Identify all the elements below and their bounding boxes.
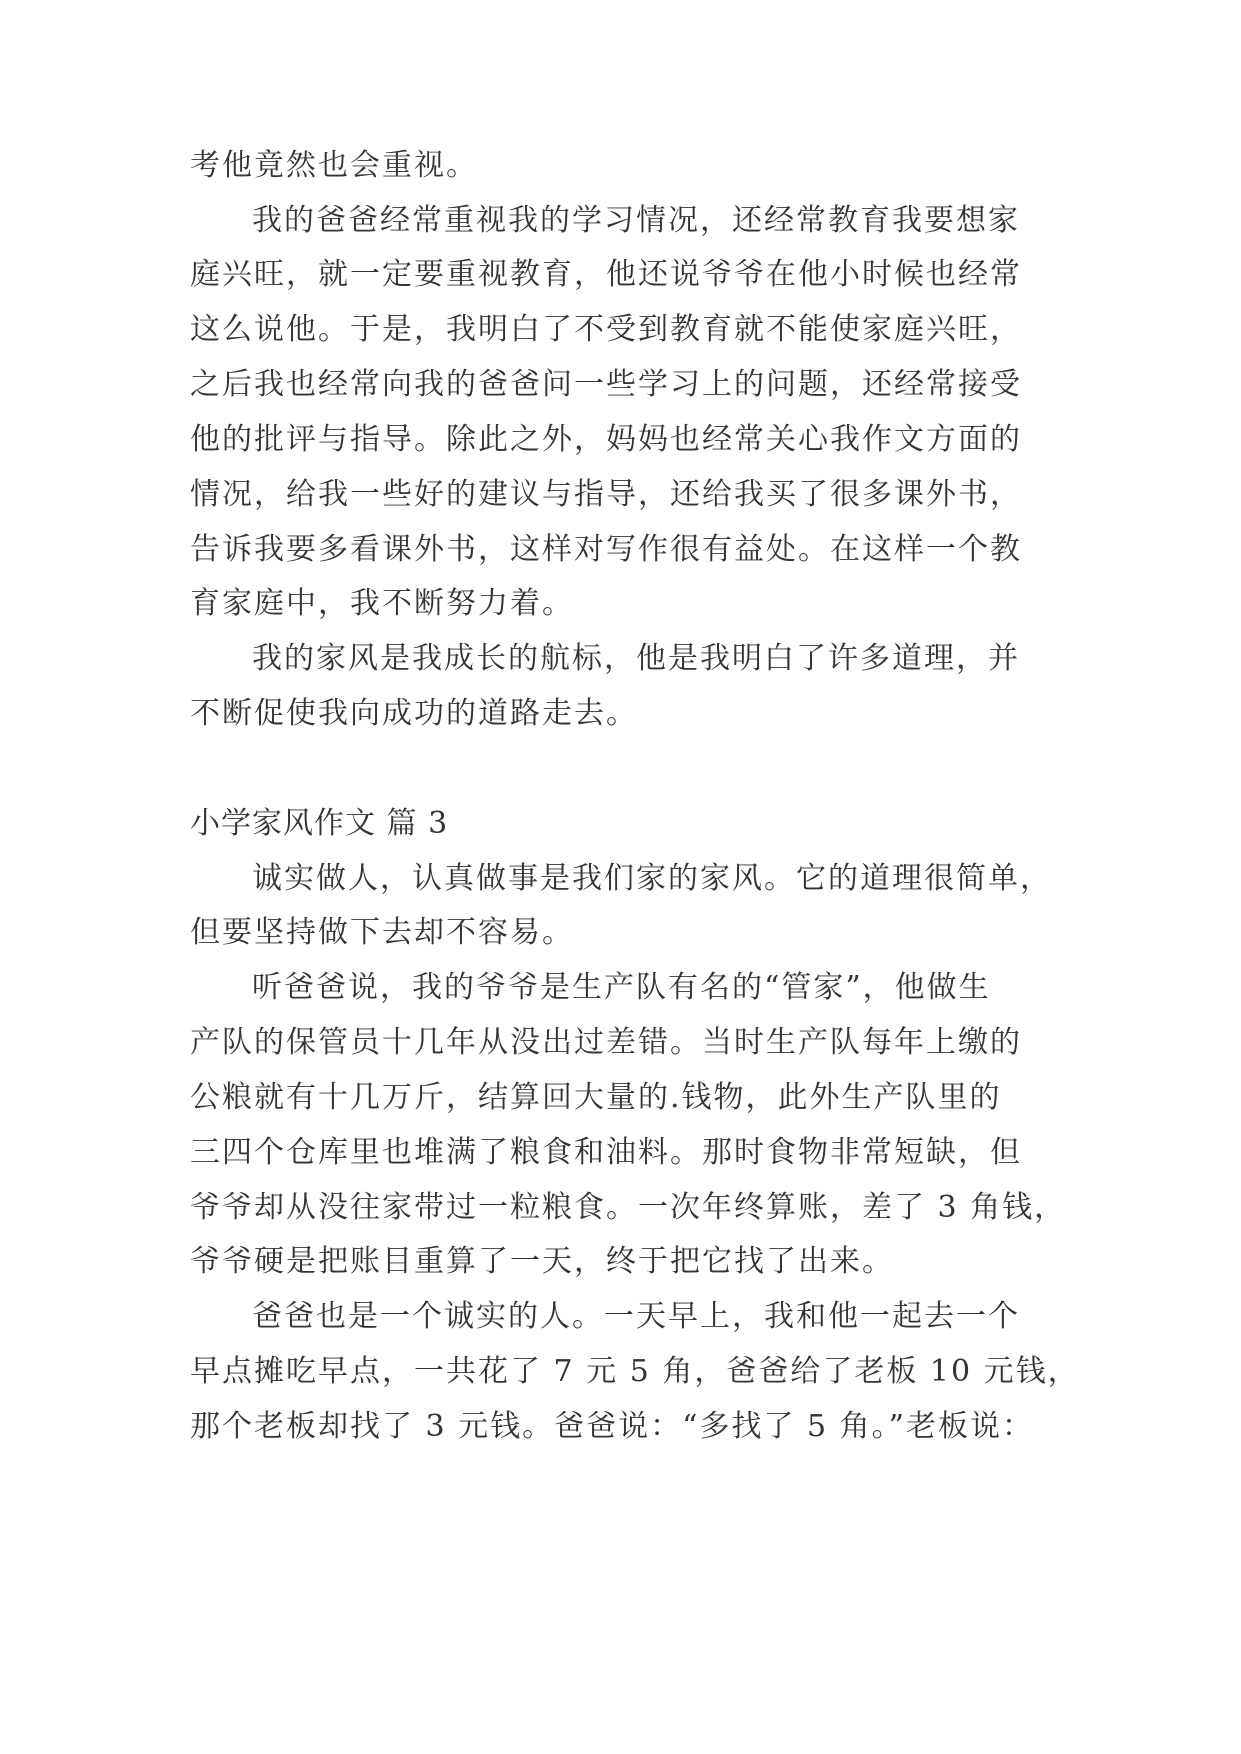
paragraph-line: 庭兴旺，就一定要重视教育，他还说爷爷在他小时候也经常 — [190, 257, 1022, 292]
paragraph-line: 听爸爸说，我的爷爷是生产队有名的“管家”，他做生 — [252, 970, 991, 1005]
paragraph-line: 这么说他。于是，我明白了不受到教育就不能使家庭兴旺， — [190, 312, 1022, 347]
paragraph-line: 不断促使我向成功的道路走去。 — [190, 696, 638, 731]
paragraph-line: 考他竟然也会重视。 — [190, 148, 478, 183]
paragraph-line: 他的批评与指导。除此之外，妈妈也经常关心我作文方面的 — [190, 422, 1022, 457]
paragraph-line: 诚实做人，认真做事是我们家的家风。它的道理很简单， — [252, 861, 1052, 896]
paragraph-line: 爷爷硬是把账目重算了一天，终于把它找了出来。 — [190, 1244, 894, 1279]
paragraph-line: 之后我也经常向我的爸爸问一些学习上的问题，还经常接受 — [190, 367, 1022, 402]
paragraph-line: 早点摊吃早点，一共花了 7 元 5 角，爸爸给了老板 10 元钱， — [190, 1354, 1080, 1389]
paragraph-line: 公粮就有十几万斤，结算回大量的.钱物，此外生产队里的 — [190, 1080, 1002, 1115]
paragraph-line: 爷爷却从没往家带过一粒粮食。一次年终算账，差了 3 角钱， — [190, 1190, 1067, 1225]
paragraph-line: 我的家风是我成长的航标，他是我明白了许多道理，并 — [252, 641, 1020, 676]
paragraph-line: 告诉我要多看课外书，这样对写作很有益处。在这样一个教 — [190, 532, 1022, 567]
paragraph-line: 情况，给我一些好的建议与指导，还给我买了很多课外书， — [190, 477, 1022, 512]
section-title: 小学家风作文 篇 3 — [190, 806, 449, 841]
paragraph-line: 育家庭中，我不断努力着。 — [190, 586, 574, 621]
paragraph-line: 我的爸爸经常重视我的学习情况，还经常教育我要想家 — [252, 203, 1020, 238]
paragraph-line: 爸爸也是一个诚实的人。一天早上，我和他一起去一个 — [252, 1299, 1020, 1334]
paragraph-line: 那个老板却找了 3 元钱。爸爸说：“多找了 5 角。”老板说： — [190, 1409, 1034, 1444]
paragraph-line: 产队的保管员十几年从没出过差错。当时生产队每年上缴的 — [190, 1025, 1022, 1060]
paragraph-line: 但要坚持做下去却不容易。 — [190, 915, 574, 950]
paragraph-line: 三四个仓库里也堆满了粮食和油料。那时食物非常短缺，但 — [190, 1135, 1022, 1170]
